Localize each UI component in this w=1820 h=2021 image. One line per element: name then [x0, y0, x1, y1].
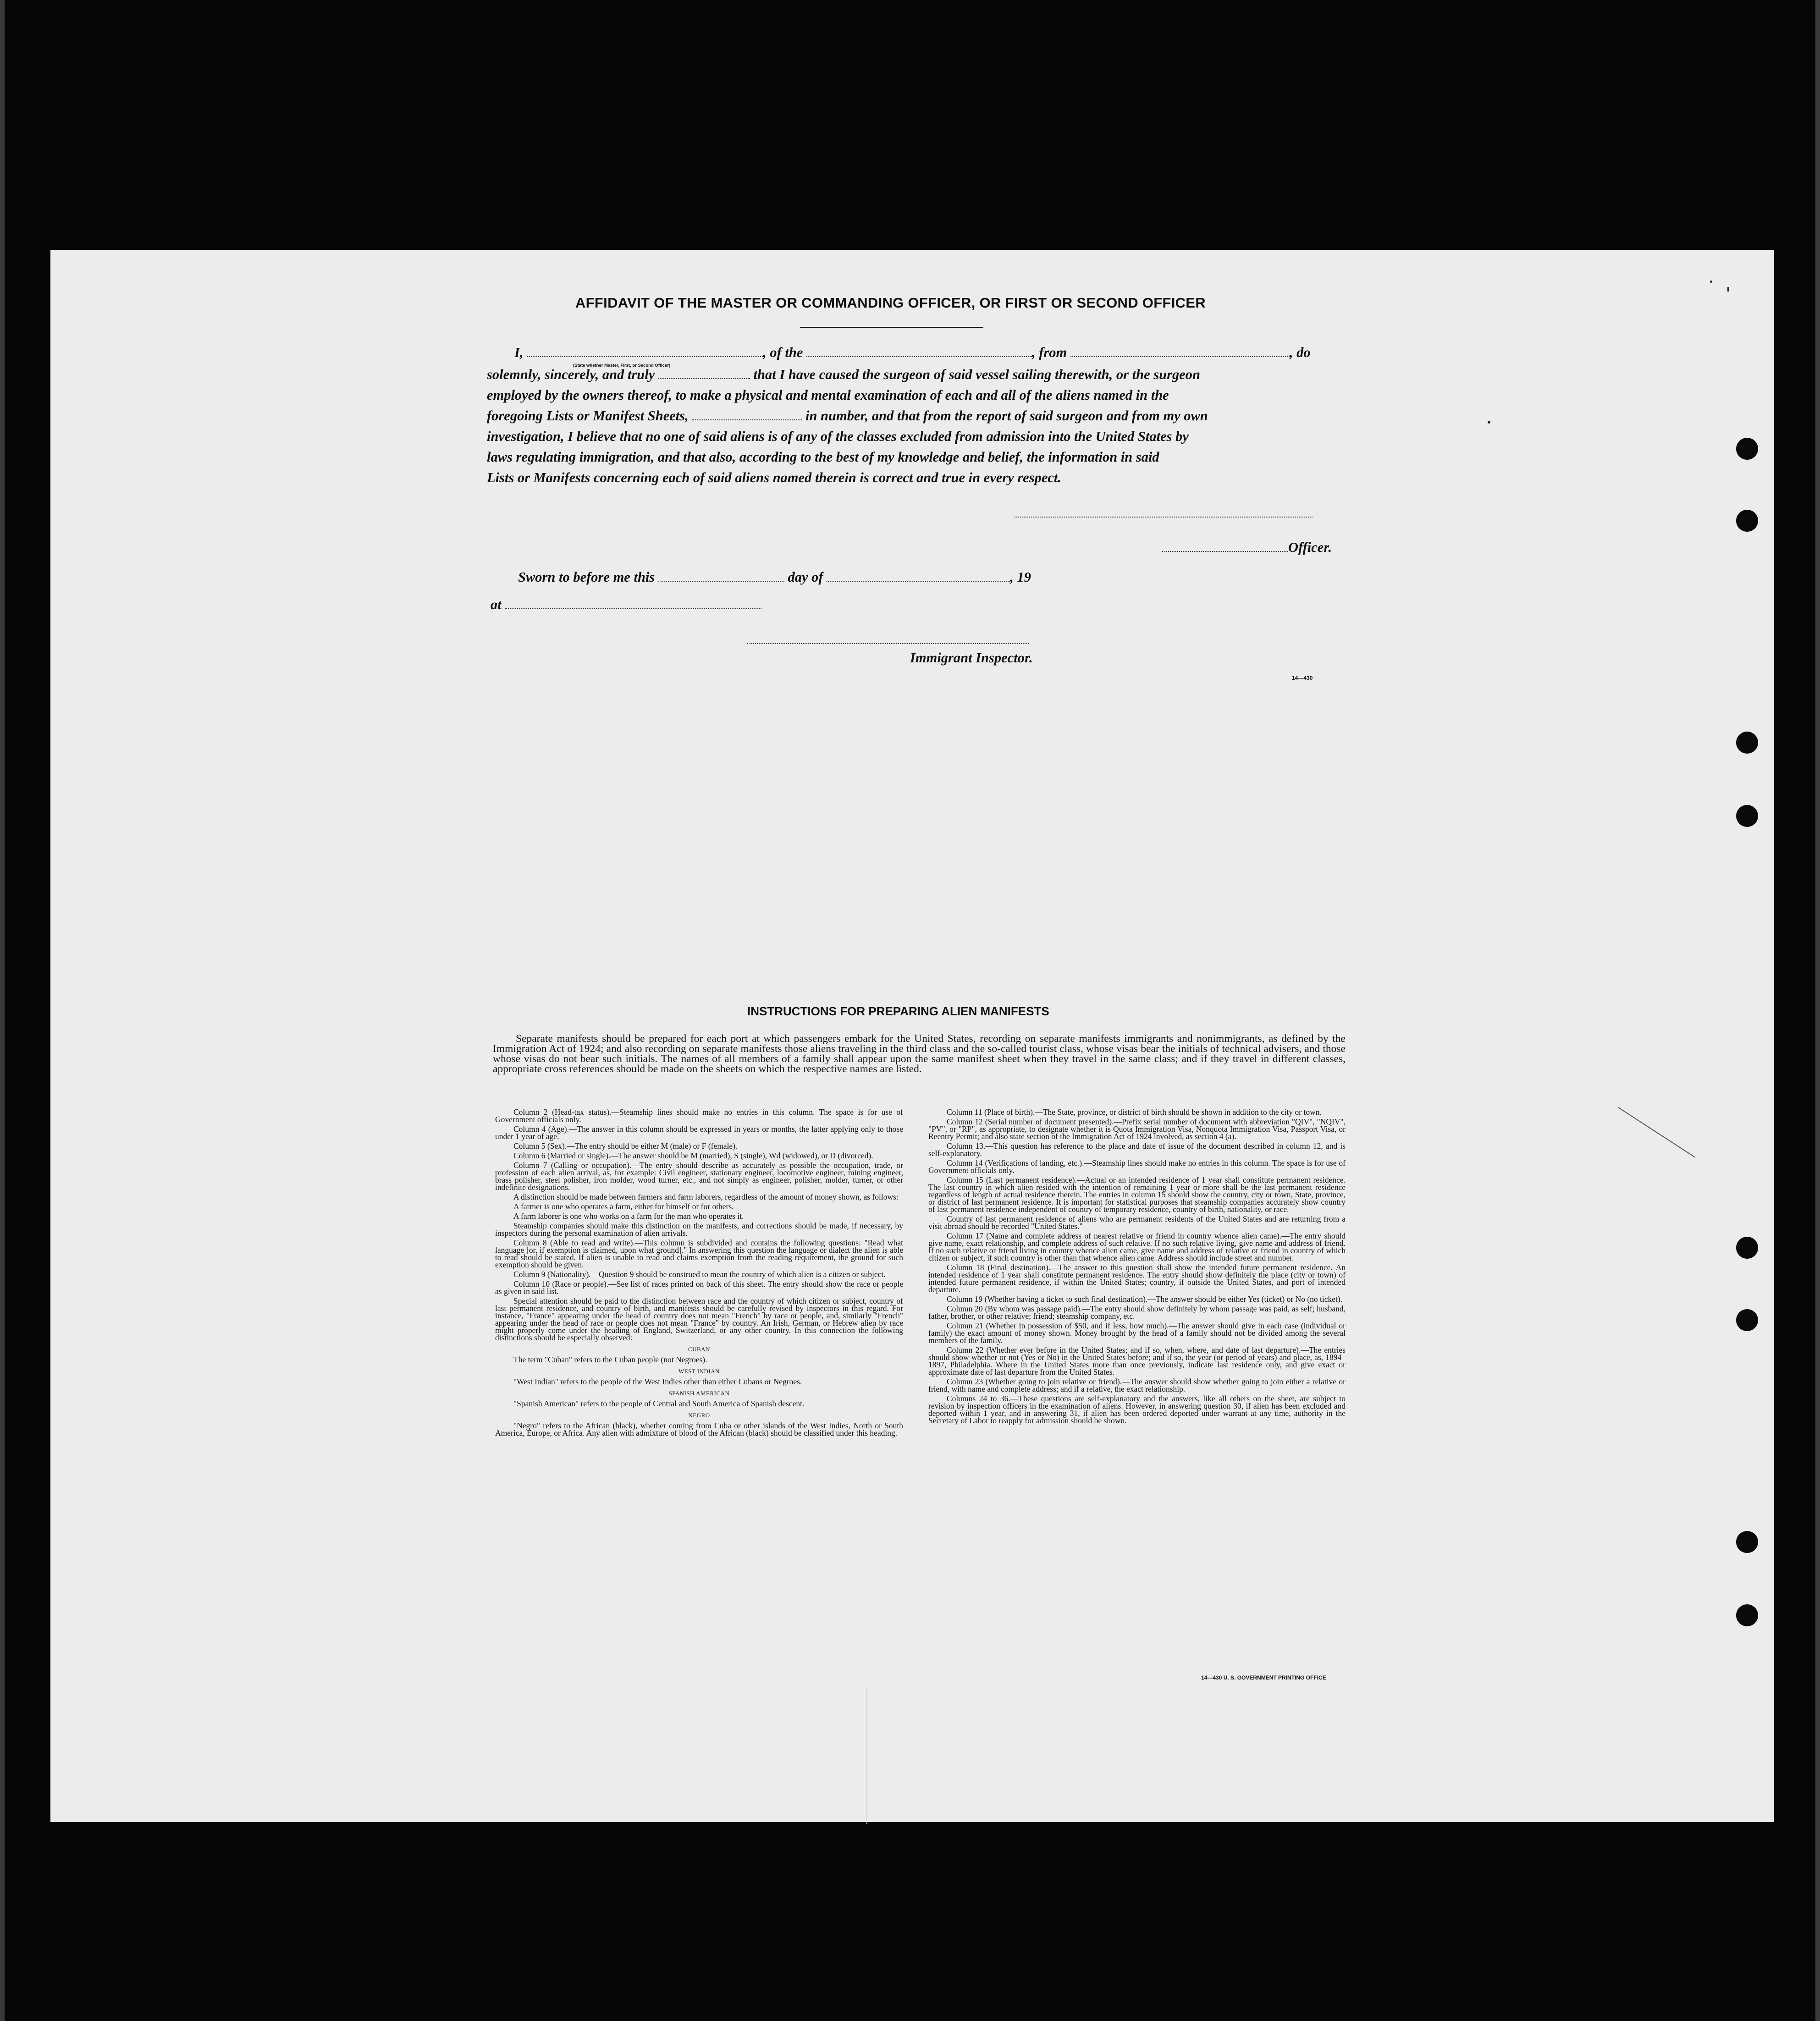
- affidavit-title-underline: [800, 327, 983, 328]
- sworn-day-blank[interactable]: [658, 573, 784, 582]
- binder-hole: [1736, 1237, 1758, 1259]
- definition-spanish-american: "Spanish American" refers to the people of Central and South America of Spanish descent.: [513, 1399, 805, 1408]
- binder-hole: [1736, 510, 1758, 532]
- vessel-name-blank[interactable]: [806, 348, 1032, 357]
- affidavit-line-3: employed by the owners thereof, to make a physical and mental examination of each and all of the aliens named in the: [487, 387, 1169, 403]
- instructions-left-column: [495, 1108, 903, 1439]
- subheading-spanish-american: SPANISH AMERICAN: [668, 1390, 730, 1397]
- instruction-column-15: Column 15 (Last permanent residence).—Actual or an intended residence of 1 year shall constitute permanent residence. The last country in which alien resided with the intention of remaining 1 year or more shall be the last permanent residence regardless of length of actual residence therein. The entries in column 15 should show the country, city or town, State, province, or district of last permanent residence. It is important for statistical purposes that steamship companies accurately show country of last permanent residence independent of country of temporary residence, country of birth, nationality, or race.: [928, 1175, 1346, 1214]
- film-edge-right: [1815, 0, 1820, 2021]
- officer-label: Officer.: [1288, 540, 1332, 555]
- i-label: I,: [514, 345, 524, 360]
- signature-line[interactable]: [1015, 517, 1313, 518]
- number-blank[interactable]: [692, 411, 802, 420]
- affidavit-title: AFFIDAVIT OF THE MASTER OR COMMANDING OFFICER, OR FIRST OR SECOND OFFICER: [575, 295, 1206, 311]
- inspector-label: Immigrant Inspector.: [910, 650, 1033, 666]
- instruction-column-18: Column 18 (Final destination).—The answer to this question shall show the intended future permanent residence. An intended residence of 1 year shall constitute permanent residence. The entry should show definitely the place (city or town) of intended future permanent residence, if within the United States; country, if outside the United States, and port of intended departure.: [928, 1263, 1346, 1294]
- binder-hole: [1736, 1309, 1758, 1331]
- binder-hole: [1736, 732, 1758, 754]
- officer-line: [1162, 540, 1332, 556]
- officer-rank-blank[interactable]: [527, 348, 763, 357]
- instruction-farmer-distinction: A distinction should be made between farmers and farm laborers, regardless of the amount of money shown, as follows:: [513, 1192, 899, 1201]
- instruction-farmer: A farmer is one who operates a farm, either for himself or for others.: [513, 1202, 734, 1211]
- officer-rank-note: (State whether Master, First, or Second Officer): [573, 363, 671, 368]
- manifest-sheets-text: foregoing Lists or Manifest Sheets,: [487, 408, 689, 424]
- in-number-text: in number, and that from the report of said surgeon and from my own: [805, 408, 1208, 424]
- instruction-column-6: Column 6 (Married or single).—The answer should be M (married), S (single), Wd (widowed), or D (divorced).: [513, 1151, 873, 1160]
- at-label: at: [491, 597, 502, 612]
- instruction-us-residence: Country of last permanent residence of aliens who are permanent residents of the United States and are returning from a visit abroad should be recorded "United States.": [928, 1214, 1346, 1231]
- definition-cuban: The term "Cuban" refers to the Cuban people (not Negroes).: [513, 1355, 707, 1364]
- definition-west-indian: "West Indian" refers to the people of the West Indies other than either Cubans or Negroes.: [513, 1377, 802, 1386]
- sworn-line: [518, 569, 1031, 585]
- instruction-column-9: Column 9 (Nationality).—Question 9 should be construed to mean the country of which alien is a citizen or subject.: [513, 1270, 886, 1279]
- port-blank[interactable]: [1070, 348, 1290, 357]
- of-the-label: , of the: [763, 345, 803, 360]
- day-of-label: day of: [788, 569, 823, 585]
- instruction-column-20: Column 20 (By whom was passage paid).—The entry should show definitely by whom passage was paid, as self; husband, father, brother, or other relative; friend; steamship company, etc.: [928, 1304, 1346, 1321]
- instruction-column-10: Column 10 (Race or people).—See list of races printed on back of this sheet. The entry should show the race or people as given in said list.: [495, 1279, 903, 1296]
- sworn-month-blank[interactable]: [827, 573, 1010, 582]
- year-label: , 19: [1010, 569, 1031, 585]
- solemnly-text: solemnly, sincerely, and truly: [487, 367, 655, 382]
- form-number: 14—430: [1292, 675, 1313, 681]
- definition-negro: "Negro" refers to the African (black), whether coming from Cuba or other islands of the West Indies, North or South America, Europe, or Africa. Any alien with admixture of blood of the African (black) should be classified under this heading.: [495, 1421, 903, 1437]
- subheading-west-indian: WEST INDIAN: [678, 1368, 720, 1375]
- instruction-column-8: Column 8 (Able to read and write).—This column is subdivided and contains the following questions: "Read what language [or, if exemption is claimed, upon what ground]." In answering this question the language or dialect the alien is able to read should be stated. If alien is unable to read and claims exemption from the reading requirement, the ground for such exemption should be given.: [495, 1238, 903, 1269]
- binder-hole: [1736, 805, 1758, 827]
- oath-blank[interactable]: [658, 370, 750, 379]
- affidavit-line-2: [487, 367, 1200, 383]
- subheading-cuban: CUBAN: [688, 1346, 710, 1353]
- instruction-columns-24-36: Columns 24 to 36.—These questions are self-explanatory and the answers, like all others on the sheet, are subject to revision by inspection officers in the examination of aliens. However, in answering question 30, if alien has been excluded and deported within 1 year, and in answering 31, if alien has been ordered deported under warrant at any time, authority in the Secretary of Labor to reapply for admission should be shown.: [928, 1394, 1346, 1425]
- instruction-column-21: Column 21 (Whether in possession of $50, and if less, how much).—The answer should give in each case (individual or family) the exact amount of money shown. Money brought by the head of a family should not be divided among the several members of the family.: [928, 1321, 1346, 1345]
- binder-hole: [1736, 1531, 1758, 1553]
- instructions-right-column: [928, 1108, 1346, 1426]
- film-edge-left: [0, 0, 5, 2021]
- affidavit-line-4: [487, 408, 1208, 424]
- at-line: [491, 597, 761, 613]
- affidavit-line-6: laws regulating immigration, and that also, according to the best of my knowledge and belief, the information in said: [487, 449, 1159, 465]
- sworn-label: Sworn to before me this: [518, 569, 655, 585]
- page-fold: [866, 1687, 867, 1824]
- instruction-column-14: Column 14 (Verifications of landing, etc.).—Steamship lines should make no entries in this column. The space is for use of Government officials only.: [928, 1158, 1346, 1175]
- affidavit-line-5: investigation, I believe that no one of said aliens is of any of the classes excluded from admission into the United States by: [487, 429, 1189, 444]
- instruction-column-19: Column 19 (Whether having a ticket to such final destination).—The answer should be either Yes (ticket) or No (no ticket).: [947, 1294, 1343, 1304]
- subheading-negro: NEGRO: [688, 1412, 710, 1419]
- do-label: , do: [1289, 345, 1311, 360]
- instruction-column-11: Column 11 (Place of birth).—The State, province, or district of birth should be shown in addition to the city or town.: [947, 1107, 1322, 1117]
- affidavit-line-7: Lists or Manifests concerning each of said aliens named therein is correct and true in every respect.: [487, 470, 1062, 485]
- instruction-column-13: Column 13.—This question has reference to the place and date of issue of the document described in column 12, and is self-explanatory.: [928, 1141, 1346, 1158]
- place-blank[interactable]: [505, 600, 761, 609]
- instructions-title: INSTRUCTIONS FOR PREPARING ALIEN MANIFESTS: [747, 1004, 1049, 1018]
- instruction-column-12: Column 12 (Serial number of document presented).—Prefix serial number of document with abbreviation "QIV", "NQIV", "PV", or "RP", as appropriate, to designate whether it is Quota Immigration Visa, Nonquota Immigration Visa, Passport Visa, or Reentry Permit; and also state section of the Immigration Act of 1924 involved, as section 4 (a).: [928, 1117, 1346, 1141]
- instruction-column-4: Column 4 (Age).—The answer in this column should be expressed in years or months, the latter applying only to those under 1 year of age.: [495, 1124, 903, 1141]
- instruction-farm-laborer: A farm laborer is one who works on a farm for the man who operates it.: [513, 1211, 744, 1221]
- scan-speck: [1488, 421, 1490, 424]
- instruction-column-23: Column 23 (Whether going to join relative or friend).—The answer should show whether going to join either a relative or friend, with name and complete address; and if a relative, the exact relationship.: [928, 1377, 1346, 1393]
- surgeon-text: that I have caused the surgeon of said vessel sailing therewith, or the surgeon: [753, 367, 1200, 382]
- scan-speck: [1727, 287, 1729, 292]
- affidavit-line-1: [514, 345, 1311, 361]
- instruction-column-5: Column 5 (Sex).—The entry should be either M (male) or F (female).: [513, 1141, 738, 1151]
- printing-office-footer: 14—430 U. S. GOVERNMENT PRINTING OFFICE: [1201, 1674, 1326, 1681]
- instructions-intro: Separate manifests should be prepared for each port at which passengers embark for the United States, recording on separate manifests immigrants and nonimmigrants, as defined by the Immigration Act of 1924; and also recording on separate manifests those aliens traveling in the third class and the so-called tourist class, whose visas bear the initials of technical advisers, and those whose visas do not bear such initials. The names of all members of a family shall appear upon the same manifest sheet when they travel in the same class; and if they travel in different classes, appropriate cross references should be made on the sheets on which the respective names are listed.: [493, 1033, 1346, 1075]
- instruction-column-2: Column 2 (Head-tax status).—Steamship lines should make no entries in this column. The space is for use of Government officials only.: [495, 1107, 903, 1124]
- scan-speck: [1710, 281, 1712, 283]
- inspector-signature-line[interactable]: [747, 643, 1029, 644]
- instruction-column-7: Column 7 (Calling or occupation).—The entry should describe as accurately as possible the occupation, trade, or profession of each alien arrival, as, for example: Civil engineer, stationary engineer, locomotive engineer, mining engineer, brass polisher, steel polisher, iron molder, wood turner, etc., and not simply as engineer, polisher, molder, turner, or other indefinite designations.: [495, 1161, 903, 1192]
- binder-hole: [1736, 1604, 1758, 1626]
- instruction-steamship-distinction: Steamship companies should make this distinction on the manifests, and corrections should be made, if necessary, by inspectors during the personal examination of alien arrivals.: [495, 1221, 903, 1238]
- instruction-column-22: Column 22 (Whether ever before in the United States; and if so, when, where, and date of last departure).—The entries should show whether or not (Yes or No) in the United States before; and if so, the year (or period of years) and place, as, 1894–1897, Philadelphia. Where in the United States more than once previously, indicate last residence only, and give exact or approximate date of last departure from the United States.: [928, 1345, 1346, 1377]
- instruction-column-17: Column 17 (Name and complete address of nearest relative or friend in country whence alien came).—The entry should give name, exact relationship, and complete address of such relative. If no such relative living, give name and address of friend. If no such relative or friend living in country whence alien came, give name and address of relative or friend in country of which citizen or subject, if such country is other than that whence alien came. Address should include street and number.: [928, 1231, 1346, 1262]
- instruction-special-attention: Special attention should be paid to the distinction between race and the country of which citizen or subject, country of last permanent residence, and country of birth, and manifests should be carefully revised by inspectors in this regard. For instance, "France" appearing under the head of country does not mean "French" by race or people, and, similarly "French" appearing under the head of race or people does not mean "France" by country. An Irish, German, or Hebrew alien by race might properly come under the heading of England, Switzerland, or any other country. In this connection the following distinctions should be especially observed:: [495, 1296, 903, 1342]
- from-label: , from: [1032, 345, 1067, 360]
- officer-blank[interactable]: [1162, 543, 1288, 552]
- binder-hole: [1736, 438, 1758, 460]
